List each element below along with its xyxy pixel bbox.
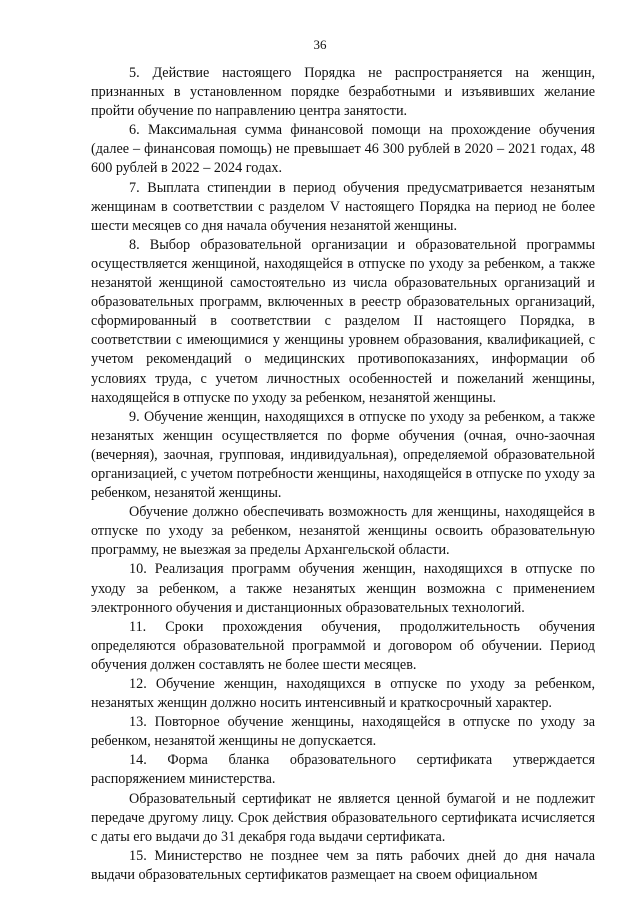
paragraph-9-continued: Обучение должно обеспечивать возможность для женщины, находящейся в отпуске по уходу за ребенком, незанятой женщины освоить образовательную программу, не выезжая за пределы Архангельской области. — [91, 504, 595, 559]
document-body — [91, 64, 595, 885]
paragraph-14-continued: Образовательный сертификат не является ценной бумагой и не подлежит передаче другому лицу. Срок действия образовательного сертификата исчисляется с даты его выдачи до 31 декабря года выдачи сертификата. — [91, 790, 595, 845]
paragraph-15: 15. Министерство не позднее чем за пять рабочих дней до дня начала выдачи образовательных сертификатов размещает на своем официальном — [91, 847, 595, 883]
paragraph-10: 10. Реализация программ обучения женщин, находящихся в отпуске по уходу за ребенком, а также незанятых женщин возможна с применением электронного обучения и дистанционных образовательных технологий. — [91, 561, 595, 616]
paragraph-7: 7. Выплата стипендии в период обучения предусматривается незанятым женщинам в соответствии с разделом V настоящего Порядка на период не более шести месяцев со дня начала обучения незанятой женщины. — [91, 179, 595, 234]
page-number: 36 — [313, 37, 327, 52]
paragraph-9: 9. Обучение женщин, находящихся в отпуске по уходу за ребенком, а также незанятых женщин осуществляется по форме обучения (очная, очно-заочная (вечерняя), заочная, групповая, индивидуальная), определяемой образовательной организацией, с учетом потребности женщины, находящейся в отпуске по уходу за ребенком, незанятой женщины. — [91, 408, 595, 502]
paragraph-11: 11. Сроки прохождения обучения, продолжительность обучения определяются образовательной программой и договором об обучении. Период обучения должен составлять не более шести месяцев. — [91, 618, 595, 673]
paragraph-12: 12. Обучение женщин, находящихся в отпуске по уходу за ребенком, незанятых женщин должно носить интенсивный и краткосрочный характер. — [91, 676, 595, 712]
paragraph-6: 6. Максимальная сумма финансовой помощи на прохождение обучения (далее – финансовая помощь) не превышает 46 300 рублей в 2020 – 2021 годах, 48 600 рублей в 2022 – 2024 годах. — [91, 122, 595, 177]
paragraph-13: 13. Повторное обучение женщины, находящейся в отпуске по уходу за ребенком, незанятой женщины не допускается. — [91, 714, 595, 750]
paragraph-5: 5. Действие настоящего Порядка не распространяется на женщин, признанных в установленном порядке безработными и изъявивших желание пройти обучение по направлению центра занятости. — [91, 65, 595, 120]
paragraph-8: 8. Выбор образовательной организации и образовательной программы осуществляется женщиной, находящейся в отпуске по уходу за ребенком, а также незанятой женщиной самостоятельно из числа образовательных организаций и образовательных программ, включенных в реестр образовательных организаций, сформированный в соответствии с разделом II настоящего Порядка, в соответствии с имеющимися у женщины уровнем образования, квалификацией, с учетом рекомендаций о медицинских противопоказаниях, информации об условиях труда, с учетом личностных особенностей и пожеланий женщины, находящейся в отпуске по уходу за ребенком, незанятой женщины. — [91, 236, 595, 406]
paragraph-14: 14. Форма бланка образовательного сертификата утверждается распоряжением министерства. — [91, 752, 595, 788]
